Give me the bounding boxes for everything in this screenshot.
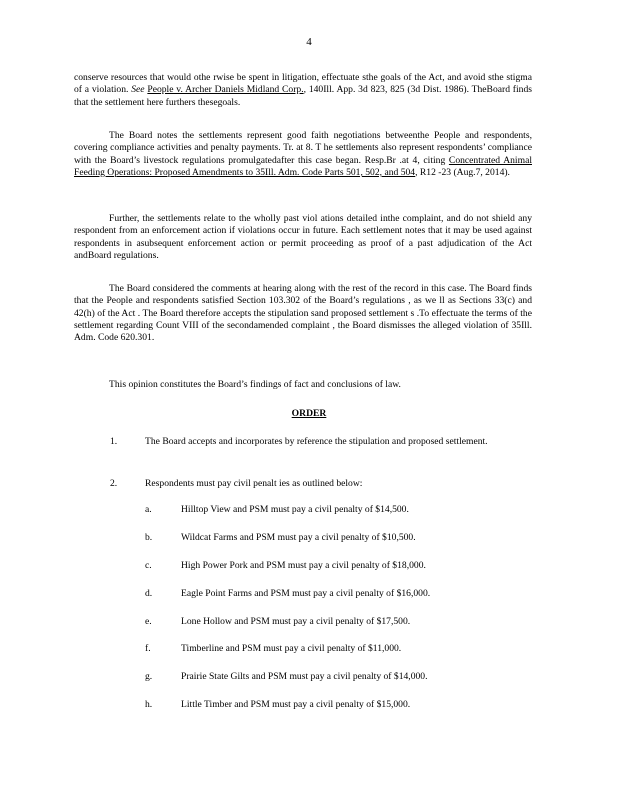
text-run: , 140Ill. App. 3d 823, 825 (3d Dist. 1986). TheBoard finds that the settlement here furthers thesegoals. [74, 84, 532, 108]
paragraph-good-faith [74, 130, 532, 179]
order-item-number: 2. [110, 478, 118, 489]
page-number: 4 [306, 36, 312, 48]
paragraph-settlement-purpose [74, 72, 532, 109]
paragraph-board-findings: The Board considered the comments at hearing along with the rest of the record in this case. The Board finds that the People and respondents satisfied Section 103.302 of the Board’s regulations , as we ll as Sections 33(c) and 42(h) of the Act . The Board therefore accepts the stipulation sand proposed settlement s .To effectuate the terms of the settlement regarding Count VIII of the secondamended complaint , the Board dismisses the alleged violation of 35Ill. Adm. Code 620.301. [74, 283, 532, 344]
order-item-number: 1. [110, 436, 118, 447]
penalty-item: Lone Hollow and PSM must pay a civil penalty of $17,500. [181, 616, 411, 627]
penalty-item: High Power Pork and PSM must pay a civil penalty of $18,000. [181, 560, 426, 571]
order-item-text: The Board accepts and incorporates by reference the stipulation and proposed settlement. [145, 436, 488, 447]
penalty-item: Wildcat Farms and PSM must pay a civil penalty of $10,500. [181, 532, 416, 543]
paragraph-past-violations: Further, the settlements relate to the wholly past viol ations detailed inthe complaint, and do not shield any respondent from an enforcement action if violations occur in future. Each settlement notes that it may be used against respondents in asubsequent enforcement action or permit proceeding as proof of a past adjudication of the Act andBoard regulations. [74, 213, 532, 261]
penalty-item: Eagle Point Farms and PSM must pay a civil penalty of $16,000. [181, 588, 431, 599]
penalty-letter: b. [145, 532, 153, 543]
penalty-letter: h. [145, 699, 153, 710]
penalty-letter: c. [145, 560, 152, 571]
penalty-letter: a. [145, 504, 152, 515]
penalty-item: Timberline and PSM must pay a civil penalty of $11,000. [181, 643, 402, 654]
text-run: , R12 -23 (Aug.7, 2014). [415, 166, 510, 178]
penalty-item: Hilltop View and PSM must pay a civil penalty of $14,500. [181, 504, 409, 515]
order-heading [0, 408, 618, 419]
penalty-letter: g. [145, 671, 153, 682]
penalty-letter: f. [145, 643, 151, 654]
penalty-item: Little Timber and PSM must pay a civil penalty of $15,000. [181, 699, 411, 710]
order-item-text: Respondents must pay civil penalt ies as outlined below: [145, 478, 363, 489]
see-signal: See [131, 84, 145, 96]
penalty-item: Prairie State Gilts and PSM must pay a civil penalty of $14,000. [181, 671, 428, 682]
penalty-letter: d. [145, 588, 153, 599]
rulemaking-citation: Concentrated Animal Feeding Operations: Proposed Amendments to 35Ill. Adm. Code Parts 501, 502, and 504 [74, 154, 532, 178]
text-run: The Board notes the settlements represent good faith negotiations betweenthe People and respondents, covering compliance activities and penalty payments. Tr. at 8. T he settlements also represent respondents’ compliance with the Board’s livestock regulations promulgatedafter this case began. Resp.Br .at 4, citing [74, 130, 532, 166]
order-heading-text: ORDER [291, 408, 327, 419]
text-run: conserve resources that would othe rwise be spent in litigation, effectuate sthe goals of the Act, and avoid sthe stigma of a violation. [74, 72, 532, 96]
case-citation: People v. Archer Daniels Midland Corp. [147, 84, 304, 96]
penalty-letter: e. [145, 616, 152, 627]
paragraph-opinion-statement: This opinion constitutes the Board’s findings of fact and conclusions of law. [109, 379, 401, 390]
